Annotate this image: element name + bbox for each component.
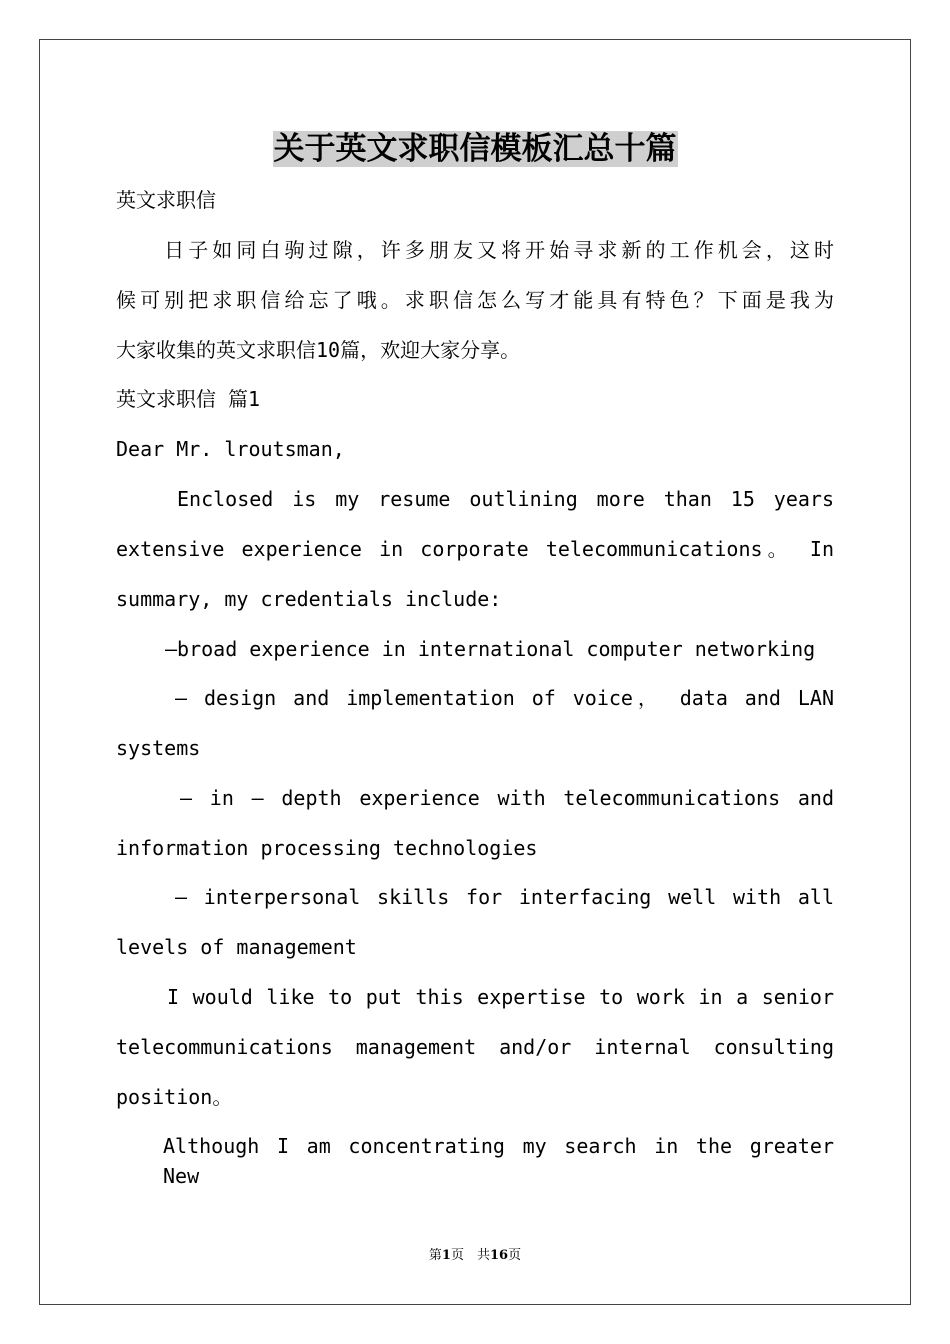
salutation: Dear Mr. lroutsman, bbox=[116, 437, 345, 461]
credential-item: — in — depth experience with telecommunications and bbox=[180, 786, 834, 810]
letter-heading: 英文求职信 篇1 bbox=[116, 387, 261, 411]
intro-paragraph-line: 大家收集的英文求职信10篇，欢迎大家分享。 bbox=[116, 338, 521, 362]
document-title bbox=[0, 126, 950, 172]
credential-item: systems bbox=[116, 736, 201, 760]
page-border bbox=[39, 39, 911, 1305]
letter-paragraph-line: Although I am concentrating my search in the greater New bbox=[163, 1134, 834, 1188]
credential-item: — interpersonal skills for interfacing well with all bbox=[175, 885, 834, 909]
letter-paragraph-line: extensive experience in corporate telecommunications。 In bbox=[116, 537, 834, 561]
page-footer bbox=[0, 1246, 950, 1266]
credential-item: levels of management bbox=[116, 935, 357, 959]
title-text: 关于英文求职信模板汇总十篇 bbox=[273, 131, 677, 167]
footer-suffix: 页 bbox=[508, 1248, 522, 1263]
total-page-number: 16 bbox=[489, 1248, 509, 1263]
footer-middle: 页 共 bbox=[450, 1248, 490, 1263]
credential-item: information processing technologies bbox=[116, 836, 538, 860]
credential-item: — design and implementation of voice， data and LAN bbox=[175, 686, 834, 710]
letter-paragraph-line: I would like to put this expertise to work in a senior bbox=[167, 985, 834, 1009]
current-page-number: 1 bbox=[441, 1248, 451, 1263]
letter-paragraph-line: telecommunications management and/or internal consulting bbox=[116, 1035, 834, 1059]
letter-paragraph-line: summary, my credentials include: bbox=[116, 587, 502, 611]
credential-item: —broad experience in international computer networking bbox=[165, 637, 816, 661]
intro-paragraph-line: 候可别把求职信给忘了哦。求职信怎么写才能具有特色？下面是我为 bbox=[116, 288, 834, 312]
letter-paragraph-line: position。 bbox=[116, 1085, 233, 1109]
footer-prefix: 第 bbox=[428, 1248, 442, 1263]
section-heading: 英文求职信 bbox=[116, 188, 216, 212]
letter-paragraph-line: Enclosed is my resume outlining more than 15 years bbox=[177, 487, 834, 511]
intro-paragraph-line: 日子如同白驹过隙，许多朋友又将开始寻求新的工作机会，这时 bbox=[116, 238, 834, 262]
